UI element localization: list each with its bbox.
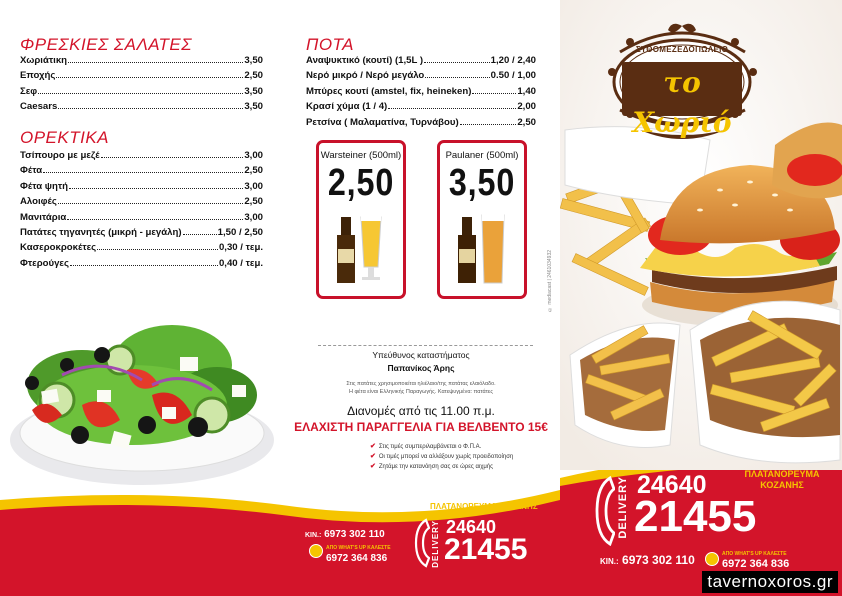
delivery-phone-line1-right: 24640: [637, 471, 707, 499]
menu-item: [306, 84, 536, 99]
menu-item-name: Χωριάτικη: [20, 55, 68, 66]
dot-leader: [460, 115, 517, 125]
beer-bottle-glass-icon: [331, 205, 391, 285]
menu-item-price: 2,50: [244, 196, 263, 208]
menu-item: [20, 163, 263, 178]
dot-leader: [56, 68, 243, 78]
menu-item-name: Τσίπουρο με μεζέ: [20, 150, 100, 161]
mobile-right: ΚΙΝ.: 6973 302 110: [600, 553, 695, 567]
beer-price: 2,50: [327, 162, 395, 204]
delivery-phone-line2-right: 21455: [634, 492, 757, 541]
note-item: ✔ Ζητάμε την κατανόηση σας σε ώρες αιχμής: [370, 463, 494, 470]
menu-item-price: 3,50: [244, 101, 263, 113]
whatsapp-number-right: 6972 364 836: [722, 558, 790, 570]
dot-leader: [58, 194, 243, 204]
logo-name: το Χωριό: [632, 66, 732, 139]
menu-item-price: 1,40: [517, 85, 536, 97]
location-middle: ΠΛΑΤΑΝΟΡΕΥΜΑ ΚΟΖΑΝΗΣ: [430, 502, 538, 511]
menu-item-name: Φτερούγες: [20, 257, 69, 269]
oil-note-line1: Στις πατάτες χρησιμοποιείται ηλιέλαιο/της πατάτας ελαιόλαδο.: [346, 381, 496, 387]
manager-name: Παπανίκος Άρης: [387, 363, 455, 373]
mobile-middle: ΚΙΝ.: 6973 302 110: [305, 529, 385, 540]
menu-item-name: Σεφ: [20, 85, 38, 97]
beer-name: Paulaner (500ml): [445, 150, 519, 161]
menu-item-price: 0.50 / 1,00: [490, 70, 536, 82]
menu-item-price: 2,50: [244, 70, 263, 82]
whatsapp-label-right: ΑΠΟ WHAT'S UP ΚΑΛΕΣΤΕ: [722, 551, 787, 557]
dot-leader: [69, 179, 243, 189]
check-icon: ✔: [370, 443, 376, 450]
menu-item-name: Φέτα ψητή: [20, 180, 69, 192]
location-right: ΠΛΑΤΑΝΟΡΕΥΜΑ ΚΟΖΑΝΗΣ: [744, 469, 820, 490]
menu-item: [20, 148, 263, 163]
drinks-list: [306, 53, 536, 130]
salads-title: ΦΡΕΣΚΙΕΣ ΣΑΛΑΤΕΣ: [20, 35, 192, 54]
check-icon: ✔: [370, 453, 376, 460]
beer-bottle-glass-icon: [452, 205, 512, 285]
menu-item-price: 2,00: [517, 101, 536, 113]
beer-card-warsteiner: [316, 140, 406, 299]
salads-list: [20, 53, 263, 115]
delivery-phone-line1-middle: 24640: [446, 517, 497, 537]
menu-item: [20, 225, 263, 240]
delivery-label-middle: DELIVERY: [431, 520, 440, 568]
menu-item: [306, 68, 536, 83]
menu-item-price: 1,50 / 2,50: [217, 226, 263, 238]
website-link[interactable]: tavernoxoros.gr: [702, 571, 838, 593]
dot-leader: [183, 225, 217, 235]
dot-leader: [388, 99, 516, 109]
dot-leader: [425, 68, 489, 78]
phone-handset-icon: [414, 518, 430, 568]
dot-leader: [472, 84, 516, 94]
menu-item: [306, 115, 536, 130]
menu-item-price: 0,40 / τεμ.: [218, 257, 263, 269]
beer-name: Warsteiner (500ml): [320, 150, 402, 161]
menu-item: [20, 68, 263, 83]
menu-item-name: Ρετσίνα ( Μαλαματίνα, Τυρνάβου): [306, 116, 459, 128]
menu-item-price: 1,20 / 2,40: [490, 55, 536, 66]
dot-leader: [97, 240, 218, 250]
starters-list: [20, 148, 263, 271]
note-item: ✔ Οι τιμές μπορεί να αλλάξουν χωρίς προειδοποίηση: [370, 453, 514, 460]
menu-item-name: Μανιτάρια: [20, 211, 67, 223]
menu-item-name: Μπύρες κουτί (amstel, fix, heineken): [306, 85, 472, 97]
menu-item-price: 3,00: [244, 180, 263, 192]
check-icon: ✔: [370, 463, 376, 470]
whatsapp-icon: [309, 544, 323, 558]
whatsapp-number-middle: 6972 364 836: [326, 553, 388, 564]
delivery-hours: Διανομές από τις 11.00 π.μ.: [347, 404, 495, 418]
whatsapp-label-middle: ΑΠΟ WHAT'S UP ΚΑΛΕΣΤΕ: [326, 545, 391, 551]
menu-item-price: 3,50: [244, 85, 263, 97]
dot-leader: [43, 163, 243, 173]
dot-leader: [68, 53, 243, 63]
drinks-title: ΠΟΤΑ: [306, 35, 355, 54]
divider: [318, 345, 533, 346]
oil-note-line2: Η φέτα είναι Ελληνικής Παραγωγής. Κατεψυγμένα: πατάτες: [348, 389, 494, 395]
menu-item-price: 3,50: [244, 55, 263, 66]
phone-handset-icon: [595, 476, 615, 546]
menu-item-price: 2,50: [517, 116, 536, 128]
menu-item-name: Φέτα: [20, 165, 43, 177]
menu-item-name: Caesars: [20, 101, 58, 113]
whatsapp-icon: [705, 552, 719, 566]
dot-leader: [424, 53, 490, 63]
menu-item-name: Νερό μικρό / Νερό μεγάλο: [306, 70, 425, 82]
menu-item: [20, 256, 263, 271]
menu-item-price: 3,00: [244, 211, 263, 223]
logo-subtitle: ΣΥΘΟΜΕΖΕΔΟΠΩΛΕΙΟ: [635, 45, 729, 54]
menu-item-name: Αναψυκτικό (κουτί) (1,5L ): [306, 55, 424, 66]
dot-leader: [38, 84, 243, 94]
dot-leader: [67, 210, 243, 220]
menu-item: [20, 84, 263, 99]
menu-item: [20, 99, 263, 114]
min-order: ΕΛΑΧΙΣΤΗ ΠΑΡΑΓΓΕΛΙΑ ΓΙΑ ΒΕΛΒΕΝΤΟ 15€: [294, 420, 548, 434]
delivery-phone-line2-middle: 21455: [444, 533, 528, 566]
delivery-label-right: DELIVERY: [617, 476, 629, 539]
dot-leader: [70, 256, 218, 266]
menu-item-price: 0,30 / τεμ.: [218, 242, 263, 254]
beer-card-paulaner: [437, 140, 527, 299]
menu-item: [20, 240, 263, 255]
dot-leader: [58, 99, 243, 109]
starters-title: ΟΡΕΚΤΙΚΑ: [20, 128, 110, 147]
menu-item-name: Εποχής: [20, 70, 56, 82]
mediacast-credit: © mediacast | 2461034932: [547, 250, 553, 313]
menu-item-price: 2,50: [244, 165, 263, 177]
menu-item-name: Κρασί χύμα (1 / 4): [306, 101, 388, 113]
dot-leader: [101, 148, 244, 158]
manager-label: Υπεύθυνος καταστήματος: [372, 350, 470, 360]
beer-price: 3,50: [448, 162, 516, 204]
menu-item-name: Πατάτες τηγανητές (μικρή - μεγάλη): [20, 226, 182, 238]
menu-item: [20, 179, 263, 194]
menu-item: [20, 194, 263, 209]
menu-item-name: Αλοιφές: [20, 196, 57, 208]
menu-item-name: Κασεροκροκέτες: [20, 242, 97, 254]
menu-item: [20, 53, 263, 68]
menu-item: [20, 210, 263, 225]
menu-item: [306, 53, 536, 68]
note-item: ✔ Στις τιμές συμπεριλαμβάνεται ο Φ.Π.Α.: [370, 443, 482, 450]
menu-item-price: 3,00: [244, 150, 263, 161]
menu-item: [306, 99, 536, 114]
